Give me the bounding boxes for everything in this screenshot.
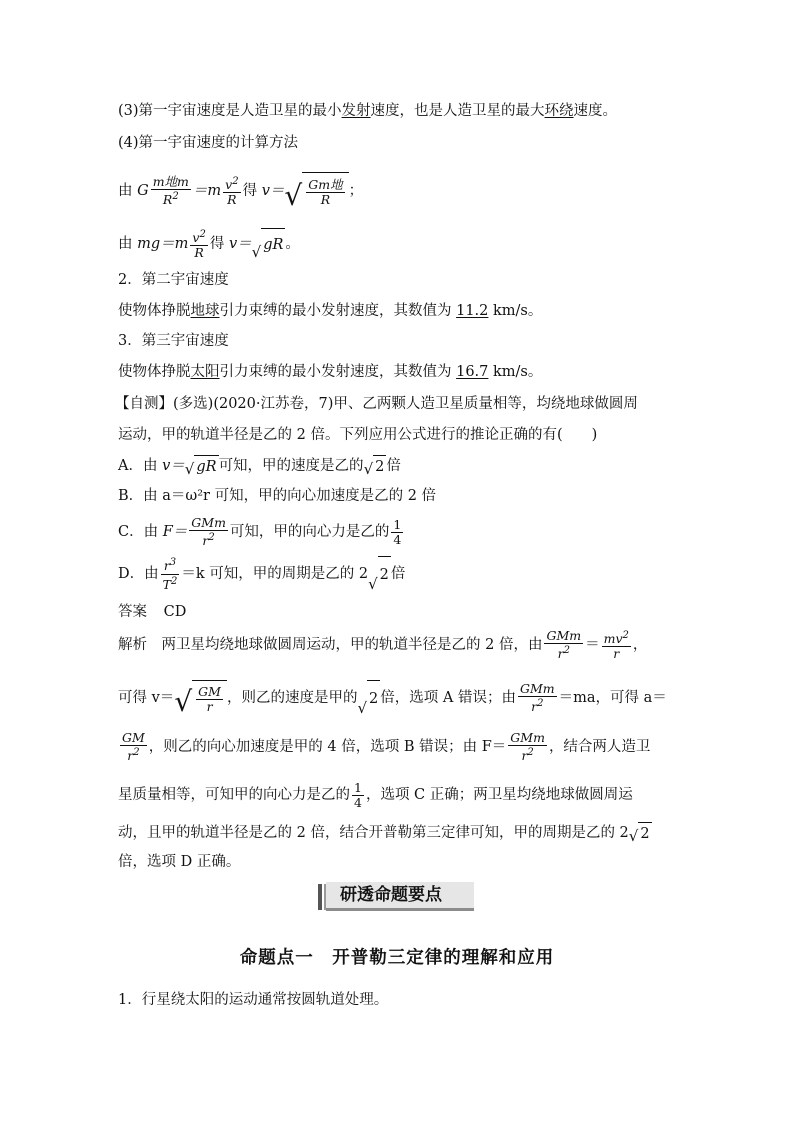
- solution-line-3: [118, 730, 650, 764]
- text: 可得 v＝: [118, 690, 175, 706]
- question-line-2: 运动，甲的轨道半径是乙的 2 倍。下列应用公式进行的推论正确的有( ): [118, 427, 598, 443]
- text: ＝ma，可得 a＝: [558, 690, 667, 706]
- answer-value: CD: [163, 604, 187, 620]
- text: 速度，也是人造卫星的最大: [370, 103, 545, 119]
- section-title: 命题点一 开普勒三定律的理解和应用: [239, 948, 555, 968]
- text: 可知，甲的向心力是乙的: [229, 524, 390, 540]
- underlined-term: 地球: [190, 303, 220, 319]
- sqrt: √ 2: [629, 822, 652, 844]
- solution-line-1: [118, 628, 647, 662]
- question-line-1: 【自测】(多选)(2020·江苏卷，7)甲、乙两颗人造卫星质量相等，均绕地球做圆周: [115, 396, 638, 412]
- text: ，结合两人造卫: [548, 739, 651, 755]
- text: 星质量相等，可知甲的向心力是乙的: [118, 787, 350, 803]
- text: v＝: [162, 458, 185, 474]
- numerator: GMm: [519, 680, 555, 696]
- unit: km/s。: [493, 303, 543, 319]
- fraction: [223, 175, 240, 207]
- sqrt: √ $\frac{\text{Gm地}}{R}$: [284, 172, 348, 210]
- solution-line-6: 倍，选项 D 正确。: [118, 854, 241, 870]
- fraction: [196, 685, 223, 714]
- option-d: [118, 556, 405, 592]
- underlined-term: 太阳: [190, 364, 220, 380]
- text: (3)第一宇宙速度是人造卫星的最小: [118, 103, 342, 119]
- denominator: $T^2$: [162, 575, 178, 592]
- text: ；: [348, 183, 364, 199]
- sqrt: √ $\frac{GM}{r}$: [174, 680, 227, 716]
- section-banner: [318, 882, 478, 912]
- text: 倍，选项 A 错误；由: [380, 690, 516, 706]
- text: 倍: [386, 458, 401, 474]
- text: ，则乙的速度是甲的: [226, 690, 358, 706]
- text: 解析 两卫星均绕地球做圆周运动，甲的轨道半径是乙的 2 倍，由: [118, 637, 543, 653]
- text: 得: [242, 183, 258, 199]
- text: ，: [632, 637, 648, 653]
- text: F＝: [162, 524, 188, 540]
- banner-label: 研透命题要点: [326, 882, 474, 911]
- option-c: [118, 515, 405, 549]
- formula-2: [118, 228, 300, 260]
- banner-bar: [318, 884, 322, 910]
- denominator: R: [194, 245, 204, 261]
- denominator: $r^2$: [521, 746, 534, 764]
- fraction: [190, 228, 207, 260]
- unit: km/s。: [493, 364, 543, 380]
- numerator: 1: [393, 516, 402, 532]
- numerator: $mv^2$: [603, 629, 629, 647]
- numerator: GMm: [546, 627, 582, 643]
- text: 由: [118, 236, 133, 253]
- text: 得: [209, 236, 225, 253]
- numerator: m地m: [152, 173, 189, 189]
- text: 。: [285, 236, 300, 253]
- underlined-term: 发射: [341, 103, 371, 119]
- text: ，选项 C 正确；两卫星均绕地球做圆周运: [365, 787, 633, 803]
- fraction: [151, 175, 191, 207]
- symbol: G: [137, 183, 149, 199]
- radicand: 2: [638, 822, 651, 844]
- heading-second-cosmic: 2．第二宇宙速度: [118, 272, 229, 288]
- fraction: [189, 516, 228, 548]
- denominator: 4: [354, 794, 362, 810]
- denominator: $r^2$: [202, 531, 215, 549]
- fraction: [508, 731, 547, 763]
- fraction: [518, 682, 557, 714]
- text: mg＝m: [137, 236, 189, 253]
- text: 可知，甲的速度是乙的: [218, 458, 364, 474]
- denominator: $r^2$: [127, 746, 140, 764]
- sqrt: √ 2: [368, 556, 391, 592]
- numerator: $v^2$: [192, 229, 206, 246]
- fraction: [120, 731, 147, 763]
- text: 倍: [390, 566, 406, 582]
- text: v＝: [228, 236, 252, 253]
- fraction: [544, 629, 583, 661]
- denominator: r: [613, 646, 620, 662]
- numerator: GM: [198, 683, 221, 699]
- text: 引力束缚的最小发射速度，其数值为: [219, 303, 452, 319]
- paragraph-last: 1．行星绕太阳的运动通常按圆轨道处理。: [118, 992, 389, 1008]
- underlined-term: 环绕: [544, 103, 574, 119]
- text: ＝m: [192, 183, 222, 199]
- text: A．由: [118, 458, 158, 474]
- numerator: 1: [354, 779, 362, 795]
- denominator: R: [320, 191, 331, 207]
- text: ＝k 可知，甲的周期是乙的 2: [181, 566, 369, 582]
- sqrt: √ 2: [364, 455, 387, 477]
- text: D．由: [118, 566, 159, 582]
- radicand: 2: [378, 556, 391, 592]
- fraction: [602, 629, 631, 661]
- radicand: gR: [194, 455, 218, 477]
- denominator: $r^2$: [531, 697, 544, 715]
- paragraph-third-cosmic: [118, 362, 542, 382]
- numerator: $r^3$: [161, 556, 180, 574]
- radicand: gR: [261, 228, 285, 260]
- answer-label: 答案: [118, 604, 147, 620]
- denominator: $R^2$: [162, 190, 179, 208]
- fraction: [391, 518, 403, 547]
- text: 动，且甲的轨道半径是乙的 2 倍，结合开普勒第三定律可知，甲的周期是乙的 2: [118, 825, 629, 841]
- text: C．由: [118, 524, 159, 540]
- text: 使物体挣脱: [118, 364, 191, 380]
- solution-line-4: [118, 778, 633, 812]
- numerator: GM: [122, 729, 145, 745]
- text: 速度。: [573, 103, 618, 119]
- text: 由: [118, 183, 133, 199]
- underlined-value: 11.2: [456, 303, 489, 319]
- text: v＝: [261, 183, 285, 199]
- denominator: 4: [393, 531, 402, 547]
- fraction: [306, 178, 344, 207]
- text: ＝: [585, 637, 600, 653]
- formula-1: [118, 172, 363, 210]
- numerator: Gm地: [308, 176, 343, 192]
- fraction: [352, 781, 364, 810]
- numerator: GMm: [191, 514, 226, 530]
- heading-third-cosmic: 3．第三宇宙速度: [118, 333, 229, 349]
- radicand: 2: [373, 455, 386, 477]
- sqrt: √ 2: [357, 680, 380, 716]
- solution-line-2: [118, 680, 667, 716]
- denominator: r: [206, 698, 213, 714]
- solution-line-5: [118, 822, 652, 844]
- numerator: GMm: [510, 729, 545, 745]
- paragraph-3: [118, 101, 617, 121]
- paragraph-second-cosmic: [118, 301, 542, 321]
- paragraph-4: (4)第一宇宙速度的计算方法: [118, 135, 299, 151]
- text: 使物体挣脱: [118, 303, 191, 319]
- answer-line: [118, 602, 186, 622]
- fraction: [161, 556, 180, 591]
- sqrt: √ gR: [185, 455, 219, 477]
- sqrt: √ gR: [252, 228, 286, 260]
- option-a: [118, 455, 401, 477]
- option-b: B．由 a＝ω²r 可知，甲的向心加速度是乙的 2 倍: [118, 488, 437, 504]
- denominator: R: [227, 192, 237, 208]
- underlined-value: 16.7: [456, 364, 489, 380]
- numerator: $v^2$: [225, 175, 239, 193]
- denominator: $r^2$: [557, 644, 570, 662]
- text: ，则乙的向心加速度是甲的 4 倍，选项 B 错误；由 F＝: [148, 739, 507, 755]
- radicand: 2: [367, 680, 380, 716]
- text: 引力束缚的最小发射速度，其数值为: [219, 364, 452, 380]
